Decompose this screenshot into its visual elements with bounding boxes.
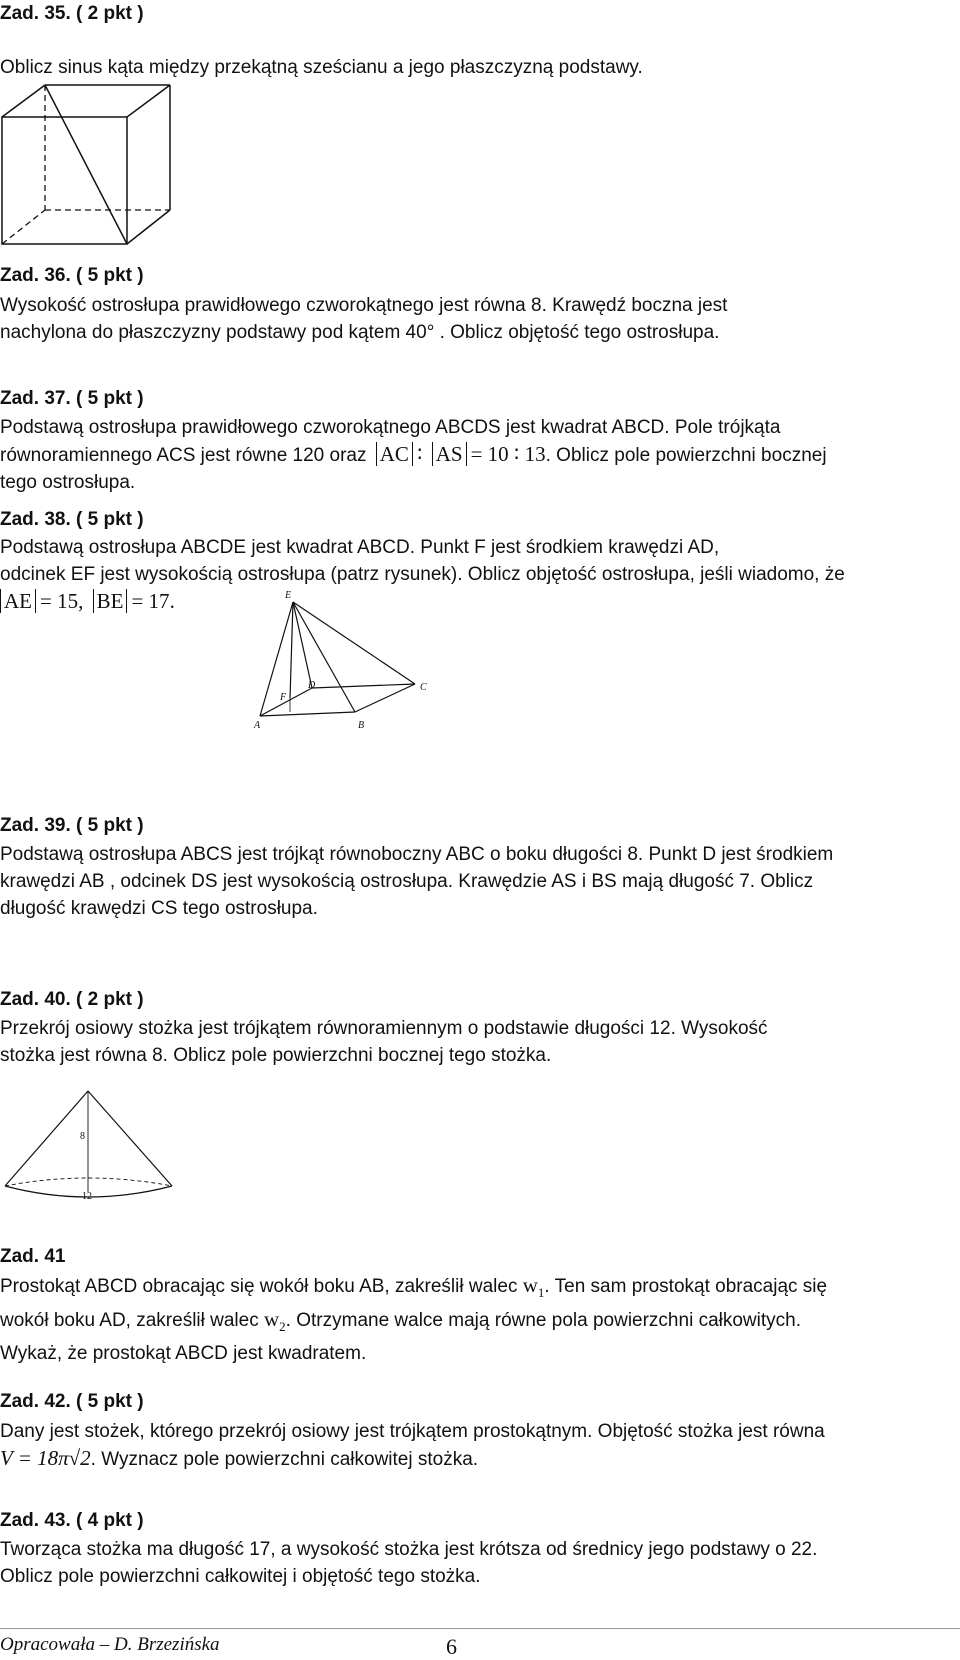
math-w1: $w_1$ (522, 1273, 545, 1301)
task-39-body (0, 841, 950, 922)
task-38-line2: odcinek EF jest wysokością ostrosłupa (patrz rysunek). Oblicz objętość ostrosłupa, jeśli wiadomo, że (0, 564, 845, 585)
label-e: E (285, 590, 292, 601)
task-42-header: Zad. 42. ( 5 pkt ) (0, 1391, 144, 1412)
task-41-line3: Wykaż, że prostokąt ABCD jest kwadratem. (0, 1343, 367, 1365)
math-ac: AC (376, 442, 413, 466)
task-37-line3: tego ostrosłupa. (0, 472, 136, 493)
task-37-line2: równoramiennego ACS jest równe 120 oraz AC ∶ AS = 10 ∶ 13. Oblicz pole powierzchni bocznej (0, 442, 827, 466)
task-38-line3: AE = 15, BE = 17. (0, 588, 950, 616)
cone-height-label: 8 (80, 1131, 85, 1142)
label-d: D (308, 680, 316, 691)
footer-author: Opracowała – D. Brzezińska (0, 1634, 220, 1655)
task-38-header: Zad. 38. ( 5 pkt ) (0, 509, 144, 530)
task-35-header: Zad. 35. ( 2 pkt ) (0, 3, 144, 24)
task-35-text: Oblicz sinus kąta między przekątną sześcianu a jego płaszczyzną podstawy. (0, 57, 643, 78)
page-number: 6 (446, 1634, 457, 1659)
task-37-header: Zad. 37. ( 5 pkt ) (0, 388, 144, 409)
task-40-body (0, 1015, 950, 1069)
task-38-body (0, 534, 950, 616)
task-39-line2: krawędzi AB , odcinek DS jest wysokością ostrosłupa. Krawędzie AS i BS mają długość 7. Oblicz (0, 871, 814, 892)
task-43-line1: Tworząca stożka ma długość 17, a wysokość stożka jest krótsza od średnicy jego podstawy o 22. (0, 1539, 818, 1560)
label-b: B (358, 720, 365, 731)
footer-rule (0, 1628, 960, 1629)
math-as: AS (432, 442, 467, 466)
task-42-line2: V = 18π√2. Wyznacz pole powierzchni całkowitej stożka. (0, 1446, 479, 1470)
task-43-header: Zad. 43. ( 4 pkt ) (0, 1510, 144, 1531)
math-ratio: = 10 ∶ 13 (470, 442, 546, 466)
math-be: BE (93, 589, 128, 613)
task-39-line1: Podstawą ostrosłupa ABCS jest trójkąt równoboczny ABC o boku długości 8. Punkt D jest środkiem (0, 844, 834, 865)
cone-figure (0, 1088, 180, 1200)
task-39-header: Zad. 39. ( 5 pkt ) (0, 815, 144, 836)
task-41-body (0, 1272, 950, 1367)
math-ae: AE (0, 589, 36, 613)
task-42-line1: Dany jest stożek, którego przekrój osiowy jest trójkątem prostokątnym. Objętość stożka jest równa (0, 1421, 825, 1442)
pyramid-figure (250, 588, 440, 734)
math-w2: $w_2$ (264, 1307, 286, 1335)
task-41-line1: Prostokąt ABCD obracając się wokół boku AB, zakreślił walec $w_1$. Ten sam prostokąt obracając się (0, 1273, 828, 1301)
task-39-line3: długość krawędzi CS tego ostrosłupa. (0, 898, 318, 919)
task-41-line2: wokół boku AD, zakreślił walec $w_2$. Otrzymane walce mają równe pola powierzchni całkowitych. (0, 1307, 801, 1335)
task-36-body (0, 292, 950, 346)
task-38-line1: Podstawą ostrosłupa ABCDE jest kwadrat ABCD. Punkt F jest środkiem krawędzi AD, (0, 537, 720, 558)
task-43-line2: Oblicz pole powierzchni całkowitej i objętość tego stożka. (0, 1566, 481, 1587)
page-footer (0, 1634, 960, 1658)
task-41-header: Zad. 41 (0, 1246, 66, 1267)
task-37-line1: Podstawą ostrosłupa prawidłowego czworokątnego ABCDS jest kwadrat ABCD. Pole trójkąta (0, 417, 781, 438)
task-42-body (0, 1418, 950, 1473)
label-f: F (280, 692, 287, 703)
task-36-line2: nachylona do płaszczyzny podstawy pod kątem 40° . Oblicz objętość tego ostrosłupa. (0, 322, 720, 343)
task-40-line2: stożka jest równa 8. Oblicz pole powierzchni bocznej tego stożka. (0, 1045, 552, 1066)
task-43-body (0, 1536, 950, 1590)
label-c: C (420, 682, 427, 693)
task-40-header: Zad. 40. ( 2 pkt ) (0, 989, 144, 1010)
math-volume: V = 18π√2 (0, 1446, 91, 1470)
cone-diameter-label: 12 (82, 1191, 92, 1200)
cube-figure (0, 82, 176, 248)
task-36-line1: Wysokość ostrosłupa prawidłowego czworokątnego jest równa 8. Krawędź boczna jest (0, 295, 728, 316)
task-36-header: Zad. 36. ( 5 pkt ) (0, 265, 144, 286)
label-a: A (254, 720, 261, 731)
task-40-line1: Przekrój osiowy stożka jest trójkątem równoramiennym o podstawie długości 12. Wysokość (0, 1018, 768, 1039)
task-37-body (0, 414, 950, 496)
